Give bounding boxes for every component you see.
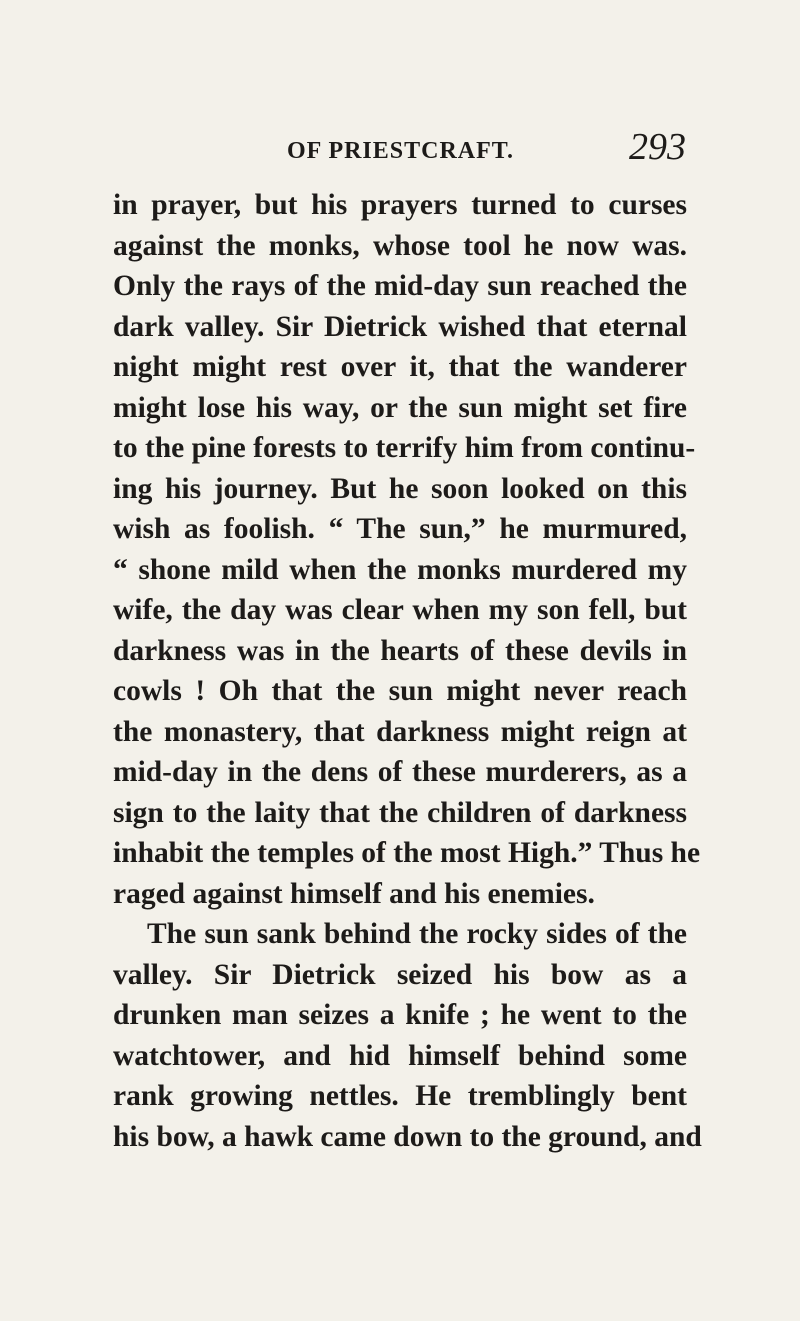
page-number: 293 <box>629 126 686 168</box>
text-line: the monastery, that darkness might reign at <box>113 715 687 748</box>
text-line: watchtower, and hid himself behind some <box>113 1039 687 1072</box>
text-line: against the monks, whose tool he now was. <box>113 229 687 262</box>
text-line: inhabit the temples of the most High.” Thus he <box>113 837 701 869</box>
text-line: mid-day in the dens of these murderers, as a <box>113 756 687 788</box>
text-line: ing his journey. But he soon looked on this <box>113 472 687 505</box>
text-line: might lose his way, or the sun might set fire <box>113 391 687 424</box>
text-line: Only the rays of the mid-day sun reached the <box>113 270 687 302</box>
text-line: drunken man seizes a knife ; he went to the <box>113 999 687 1031</box>
text-line: wife, the day was clear when my son fell, but <box>113 594 687 626</box>
text-line: to the pine forests to terrify him from continu- <box>113 432 696 464</box>
text-line: cowls ! Oh that the sun might never reach <box>113 675 687 707</box>
text-line: The sun sank behind the rocky sides of the <box>147 918 687 950</box>
text-line: darkness was in the hearts of these devils in <box>113 634 687 667</box>
running-head: OF PRIESTCRAFT. <box>287 138 515 164</box>
text-line: wish as foolish. “ The sun,” he murmured, <box>113 513 687 545</box>
text-line: night might rest over it, that the wanderer <box>113 351 687 383</box>
text-line: valley. Sir Dietrick seized his bow as a <box>113 958 687 991</box>
text-line: in prayer, but his prayers turned to curses <box>113 189 687 221</box>
text-line: “ shone mild when the monks murdered my <box>113 553 687 586</box>
text-line: raged against himself and his enemies. <box>113 877 595 910</box>
body-text <box>113 185 702 1157</box>
text-line: his bow, a hawk came down to the ground, and <box>113 1120 702 1153</box>
text-line: sign to the laity that the children of darkness <box>113 796 687 829</box>
text-line: rank growing nettles. He tremblingly bent <box>113 1080 687 1112</box>
text-line: dark valley. Sir Dietrick wished that eternal <box>113 310 687 343</box>
